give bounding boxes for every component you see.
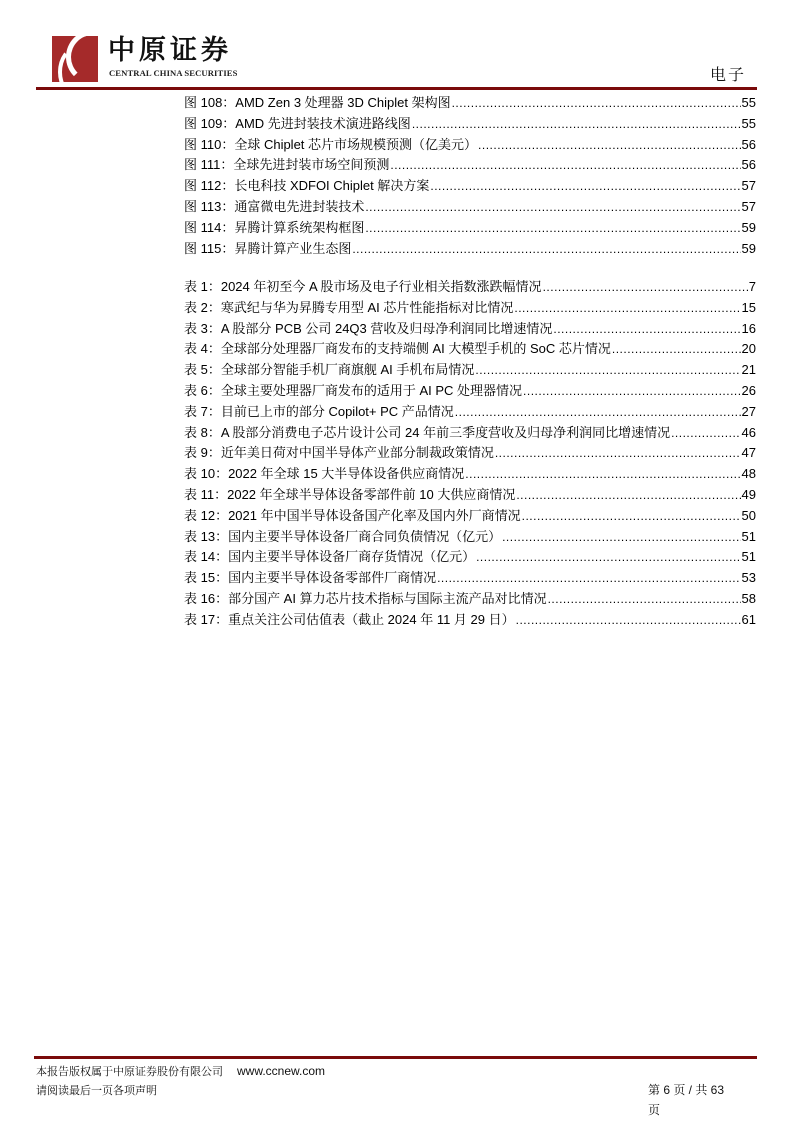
- table-list: [184, 276, 756, 630]
- leader-dots: [502, 530, 740, 544]
- toc-entry-page: 51: [741, 528, 756, 544]
- toc-entry[interactable]: [184, 338, 756, 359]
- toc-entry-page: 49: [741, 486, 756, 502]
- toc-entry[interactable]: [184, 196, 756, 217]
- disclaimer-text: 请阅读最后一页各项声明: [36, 1085, 157, 1097]
- leader-dots: [516, 488, 740, 502]
- toc-entry[interactable]: [184, 484, 756, 505]
- website-link[interactable]: www.ccnew.com: [237, 1064, 326, 1078]
- toc-entry-page: 47: [741, 445, 756, 461]
- leader-dots: [671, 426, 740, 440]
- footer-divider: [34, 1056, 757, 1059]
- leader-dots: [390, 158, 740, 172]
- leader-dots: [452, 96, 741, 110]
- toc-entry-label: 图 108：AMD Zen 3 处理器 3D Chiplet 架构图: [184, 95, 451, 110]
- toc-entry[interactable]: [184, 276, 756, 297]
- leader-dots: [612, 342, 741, 356]
- toc-entry-label: 图 110：全球 Chiplet 芯片市场规模预测（亿美元）: [184, 136, 478, 152]
- toc-entry-label: 表 14：国内主要半导体设备厂商存货情况（亿元）: [184, 549, 476, 565]
- toc-entry-page: 58: [741, 590, 756, 606]
- toc-entry-label: 图 113：通富微电先进封装技术: [184, 198, 365, 214]
- toc-entry-page: 51: [741, 549, 756, 565]
- leader-dots: [516, 613, 741, 627]
- toc-entry-label: 表 16：部分国产 AI 算力芯片技术指标与国际主流产品对比情况: [184, 590, 547, 606]
- toc-entry[interactable]: [184, 380, 756, 401]
- toc-entry[interactable]: [184, 113, 756, 134]
- toc-entry[interactable]: [184, 297, 756, 318]
- toc-entry-label: 表 2：寒武纪与华为昇腾专用型 AI 芯片性能指标对比情况: [184, 299, 514, 315]
- toc-entry[interactable]: [184, 463, 756, 484]
- toc-entry-label: 图 111：全球先进封装市场空间预测: [184, 157, 390, 173]
- company-logo: [52, 36, 252, 82]
- toc-entry-page: 7: [748, 279, 756, 294]
- logo-chinese-name: 中原证券: [108, 35, 232, 66]
- toc-entry-label: 表 9：近年美日荷对中国半导体产业部分制裁政策情况: [184, 445, 494, 461]
- toc-entry-page: 16: [741, 320, 756, 336]
- leader-dots: [478, 138, 741, 152]
- leader-dots: [553, 322, 740, 336]
- toc-entry-label: 图 109：AMD 先进封装技术演进路线图: [184, 115, 411, 131]
- leader-dots: [455, 405, 741, 419]
- leader-dots: [548, 592, 741, 606]
- leader-dots: [352, 242, 740, 256]
- toc-entry-page: 61: [741, 611, 756, 627]
- toc-entry-page: 20: [741, 341, 756, 357]
- toc-entry[interactable]: [184, 175, 756, 196]
- toc-entry[interactable]: [184, 238, 756, 259]
- page-info-line2: 页: [648, 1103, 661, 1117]
- toc-entry[interactable]: [184, 217, 756, 238]
- leader-dots: [514, 301, 740, 315]
- toc-entry[interactable]: [184, 588, 756, 609]
- toc-entry[interactable]: [184, 401, 756, 422]
- leader-dots: [365, 221, 740, 235]
- toc-entry-page: 55: [741, 95, 756, 110]
- toc-entry-label: 图 114：昇腾计算系统架构框图: [184, 219, 365, 235]
- toc-entry[interactable]: [184, 359, 756, 380]
- toc-entry-label: 图 112：长电科技 XDFOI Chiplet 解决方案: [184, 178, 430, 194]
- toc-entry-page: 55: [741, 115, 756, 131]
- toc-entry[interactable]: [184, 134, 756, 155]
- leader-dots: [523, 384, 741, 398]
- toc-entry-label: 表 12：2021 年中国半导体设备国产化率及国内外厂商情况: [184, 507, 521, 523]
- toc-entry[interactable]: [184, 318, 756, 339]
- toc-entry[interactable]: [184, 154, 756, 175]
- leader-dots: [412, 117, 741, 131]
- leader-dots: [465, 467, 740, 481]
- toc-entry-label: 表 8：A 股部分消费电子芯片设计公司 24 年前三季度营收及归母净利润同比增速情况: [184, 424, 671, 440]
- toc-entry[interactable]: [184, 546, 756, 567]
- toc-entry-page: 59: [741, 219, 756, 235]
- leader-dots: [522, 509, 741, 523]
- toc-entry[interactable]: [184, 442, 756, 463]
- toc-entry[interactable]: [184, 422, 756, 443]
- toc-entry-page: 50: [741, 507, 756, 523]
- toc-entry-page: 46: [741, 424, 756, 440]
- toc-entry[interactable]: [184, 505, 756, 526]
- toc-entry-page: 15: [741, 299, 756, 315]
- toc-entry-label: 表 4：全球部分处理器厂商发布的支持端侧 AI 大模型手机的 SoC 芯片情况: [184, 341, 611, 357]
- leader-dots: [543, 280, 748, 294]
- figure-list: [184, 92, 756, 258]
- toc-entry-label: 表 7：目前已上市的部分 Copilot+ PC 产品情况: [184, 403, 454, 419]
- toc-entry-label: 表 13：国内主要半导体设备厂商合同负债情况（亿元）: [184, 528, 502, 544]
- toc-entry-label: 表 17：重点关注公司估值表（截止 2024 年 11 月 29 日）: [184, 611, 515, 627]
- leader-dots: [475, 363, 740, 377]
- page-indicator: [648, 1080, 758, 1120]
- toc-entry-label: 表 1：2024 年初至今 A 股市场及电子行业相关指数涨跌幅情况: [184, 279, 542, 294]
- toc-entry-page: 26: [741, 382, 756, 398]
- toc-entry-label: 表 11：2022 年全球半导体设备零部件前 10 大供应商情况: [184, 486, 516, 502]
- leader-dots: [437, 571, 740, 585]
- toc-entry-page: 56: [741, 136, 756, 152]
- toc-entry[interactable]: [184, 526, 756, 547]
- toc-entry[interactable]: [184, 92, 756, 113]
- toc-entry-page: 53: [741, 570, 756, 586]
- toc-entry-page: 56: [741, 157, 756, 173]
- leader-dots: [495, 446, 741, 460]
- toc-entry-page: 57: [741, 198, 756, 214]
- toc-entry-label: 表 5：全球部分智能手机厂商旗舰 AI 手机布局情况: [184, 362, 475, 378]
- logo-english-name: CENTRAL CHINA SECURITIES: [109, 68, 238, 78]
- toc-entry-page: 27: [741, 403, 756, 419]
- toc-entry-label: 表 6：全球主要处理器厂商发布的适用于 AI PC 处理器情况: [184, 382, 523, 398]
- toc-entry-page: 59: [741, 240, 756, 256]
- toc-entry-label: 表 10：2022 年全球 15 大半导体设备供应商情况: [184, 466, 465, 482]
- toc-entry-label: 表 15：国内主要半导体设备零部件厂商情况: [184, 570, 437, 586]
- toc-entry-page: 48: [741, 466, 756, 482]
- toc-entry[interactable]: [184, 609, 756, 630]
- toc-entry-page: 21: [741, 362, 756, 378]
- toc-entry-page: 57: [741, 178, 756, 194]
- leader-dots: [365, 200, 740, 214]
- footer-notice: [36, 1062, 325, 1101]
- section-label: 电子: [709, 65, 746, 84]
- copyright-text: 本报告版权属于中原证券股份有限公司: [36, 1066, 223, 1078]
- toc-entry-label: 表 3：A 股部分 PCB 公司 24Q3 营收及归母净利润同比增速情况: [184, 320, 553, 336]
- toc-entry[interactable]: [184, 567, 756, 588]
- toc-entry-label: 图 115：昇腾计算产业生态图: [184, 240, 352, 256]
- header-divider: [36, 87, 757, 90]
- page-info-line1: 第 6 页 / 共 63: [648, 1083, 725, 1097]
- leader-dots: [476, 550, 740, 564]
- logo-emblem-icon: [52, 36, 98, 82]
- leader-dots: [430, 179, 740, 193]
